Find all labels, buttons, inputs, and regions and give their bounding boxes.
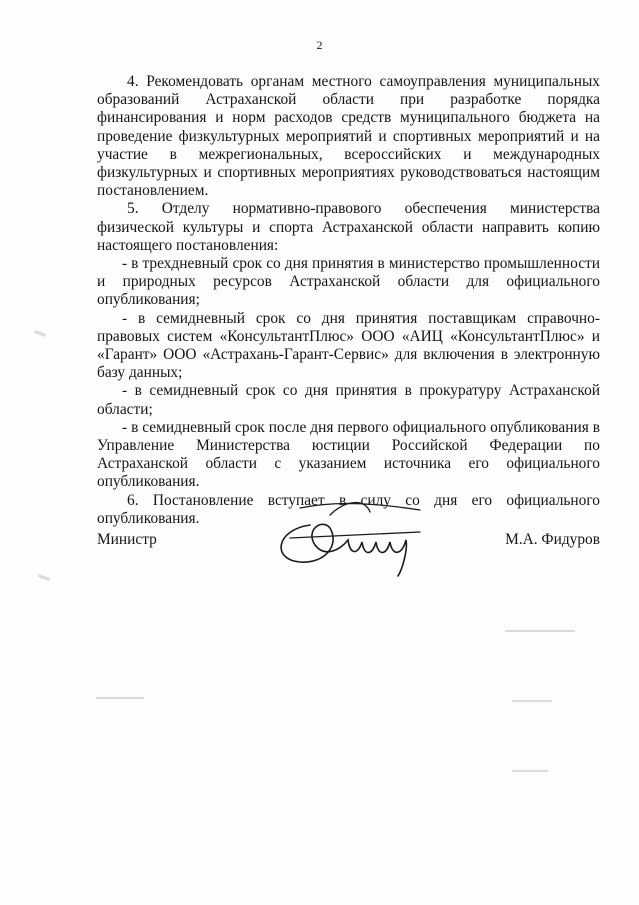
paragraph-5-legal-department: 5. Отделу нормативно-правового обеспечения министерства физической культуры и спорта Астраханской области направить копию настоящего постановления: — [97, 200, 600, 254]
list-item-prosecutor: - в семидневный срок со дня принятия в прокуратуру Астраханской области; — [97, 382, 600, 418]
page-number: 2 — [316, 38, 323, 52]
handwritten-signature — [270, 490, 430, 580]
scan-artifact — [512, 770, 548, 772]
scan-artifact — [38, 574, 50, 581]
paragraph-4-recommendation: 4. Рекомендовать органам местного самоуправления муниципальных образований Астраханской области при разработке порядка финансирования и норм расходов средств муниципального бюджета на проведение физкультурных мероприятий и спортивных мероприятий и на участие в межрегиональных, всероссийских и международных физкультурных и спортивных мероприятиях руководствоваться настоящим постановлением. — [97, 73, 600, 200]
scan-artifact — [512, 700, 552, 702]
scan-artifact — [96, 697, 144, 699]
document-body — [97, 73, 600, 528]
list-item-ministry-justice: - в семидневный срок после дня первого официального опубликования в Управление Министерства юстиции Российской Федерации по Астраханской области с указанием источника его официального опубликования. — [97, 418, 600, 491]
scan-artifact — [505, 630, 575, 632]
paragraph-6-effective-date: 6. Постановление вступает в силу со дня его официального опубликования. — [97, 491, 600, 527]
signatory-name: М.А. Фидуров — [505, 531, 600, 548]
signatory-title: Министр — [97, 531, 157, 548]
list-item-ministry-industry: - в трехдневный срок со дня принятия в министерство промышленности и природных ресурсов Астраханской области для официального опубликования; — [97, 255, 600, 309]
list-item-legal-systems: - в семидневный срок со дня принятия поставщикам справочно-правовых систем «КонсультантПлюс» ООО «АИЦ «КонсультантПлюс» и «Гарант» ООО «Астрахань-Гарант-Сервис» для включения в электронную базу данных; — [97, 309, 600, 382]
scan-artifact — [34, 330, 46, 337]
